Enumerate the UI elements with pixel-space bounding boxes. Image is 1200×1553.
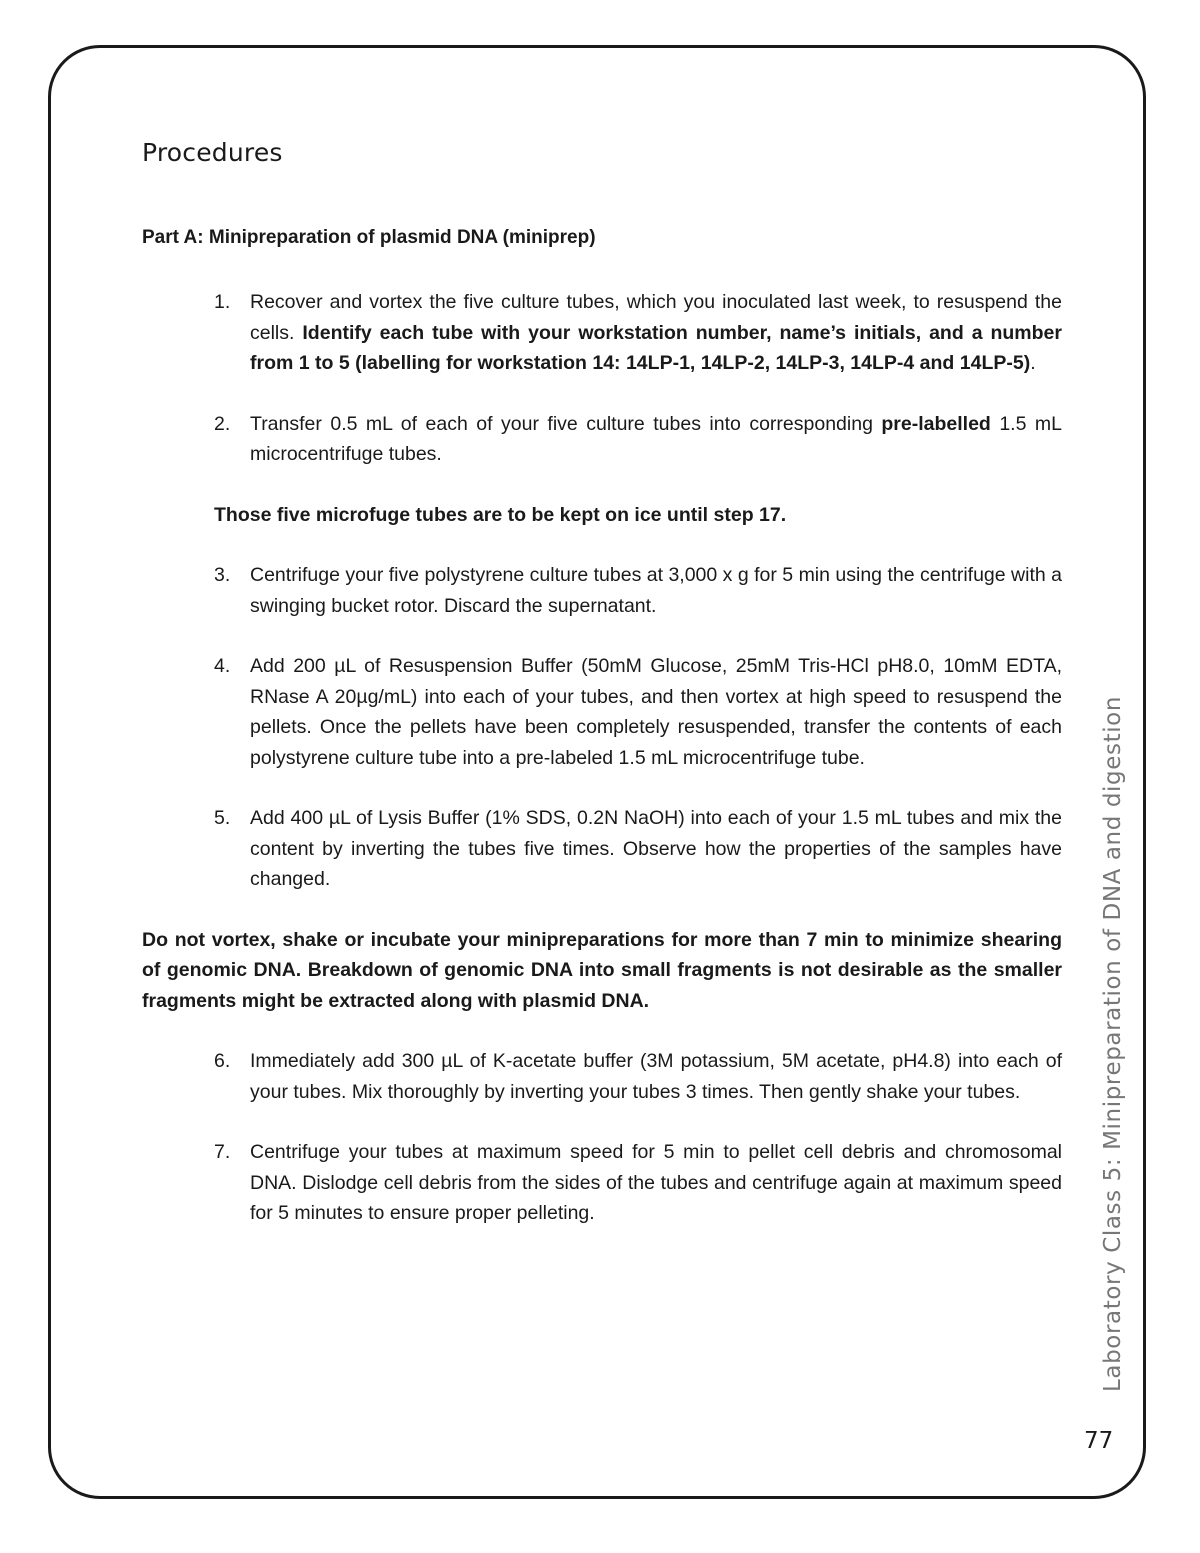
step-number: 7. — [214, 1141, 231, 1163]
step-text: Add 200 µL of Resuspension Buffer (50mM Glucose, 25mM Tris-HCl pH8.0, 10mM EDTA, RNase A 20µg/mL) into each of your tubes, and then vortex at high speed to resuspend the pellets. Once the pellets have been completely resuspended, transfer the contents of each polystyrene culture tube into a pre-labeled 1.5 mL microcentrifuge tube. — [250, 655, 1062, 769]
step-number: 3. — [214, 564, 231, 586]
procedure-steps — [142, 287, 1062, 470]
step-text-after: . — [1030, 352, 1036, 374]
step-6 — [142, 1046, 1062, 1107]
note-keep-on-ice: Those five microfuge tubes are to be kept on ice until step 17. — [214, 503, 787, 526]
step-text: Centrifuge your five polystyrene culture tubes at 3,000 x g for 5 min using the centrifuge with a swinging bucket rotor. Discard the supernatant. — [250, 564, 1062, 617]
step-bold-text: Identify each tube with your workstation number, name’s initials, and a number from 1 to 5 (labelling for workstation 14: 14LP-1, 14LP-2, 14LP-3, 14LP-4 and 14LP-5) — [250, 321, 1062, 374]
step-number: 1. — [214, 291, 231, 313]
step-bold-text: pre-labelled — [881, 412, 991, 435]
step-2 — [142, 409, 1062, 470]
step-4 — [142, 651, 1062, 773]
step-text: Immediately add 300 µL of K-acetate buffer (3M potassium, 5M acetate, pH4.8) into each of your tubes. Mix thoroughly by inverting your tubes 3 times. Then gently shake your tubes. — [250, 1050, 1062, 1103]
step-5 — [142, 803, 1062, 895]
page-number: 77 — [1084, 1428, 1114, 1454]
page-content — [142, 138, 1062, 1259]
step-number: 6. — [214, 1050, 231, 1072]
step-text: Centrifuge your tubes at maximum speed for 5 min to pellet cell debris and chromosomal DNA. Dislodge cell debris from the sides of the tubes and centrifuge again at maximum speed for 5 minutes to ensure proper pelleting. — [250, 1141, 1062, 1224]
procedure-steps-continued — [142, 560, 1062, 895]
note-do-not-vortex: Do not vortex, shake or incubate your minipreparations for more than 7 min to minimize shearing of genomic DNA. Breakdown of genomic DNA into small fragments is not desirable as the smaller fragments might be extracted along with plasmid DNA. — [142, 928, 1062, 1012]
step-number: 2. — [214, 412, 231, 435]
procedure-steps-final — [142, 1046, 1062, 1229]
step-text: Recover and vortex the five culture tubes, which you inoculated last week, to resuspend the cells. — [250, 291, 1062, 344]
step-number: 4. — [214, 655, 231, 677]
step-text: Add 400 µL of Lysis Buffer (1% SDS, 0.2N NaOH) into each of your 1.5 mL tubes and mix the content by inverting the tubes five times. Observe how the properties of the samples have changed. — [250, 807, 1062, 890]
step-number: 5. — [214, 807, 231, 829]
step-3 — [142, 560, 1062, 621]
step-text: Transfer 0.5 mL of each of your five culture tubes into corresponding — [250, 412, 882, 435]
part-a-title: Part A: Minipreparation of plasmid DNA (miniprep) — [142, 227, 596, 248]
step-text-after: 1.5 mL microcentrifuge tubes. — [250, 412, 1062, 465]
step-7 — [142, 1137, 1062, 1229]
section-heading: Procedures — [142, 138, 283, 167]
step-1 — [142, 287, 1062, 379]
side-running-title: Laboratory Class 5: Minipreparation of DNA and digestion — [1100, 695, 1126, 1392]
